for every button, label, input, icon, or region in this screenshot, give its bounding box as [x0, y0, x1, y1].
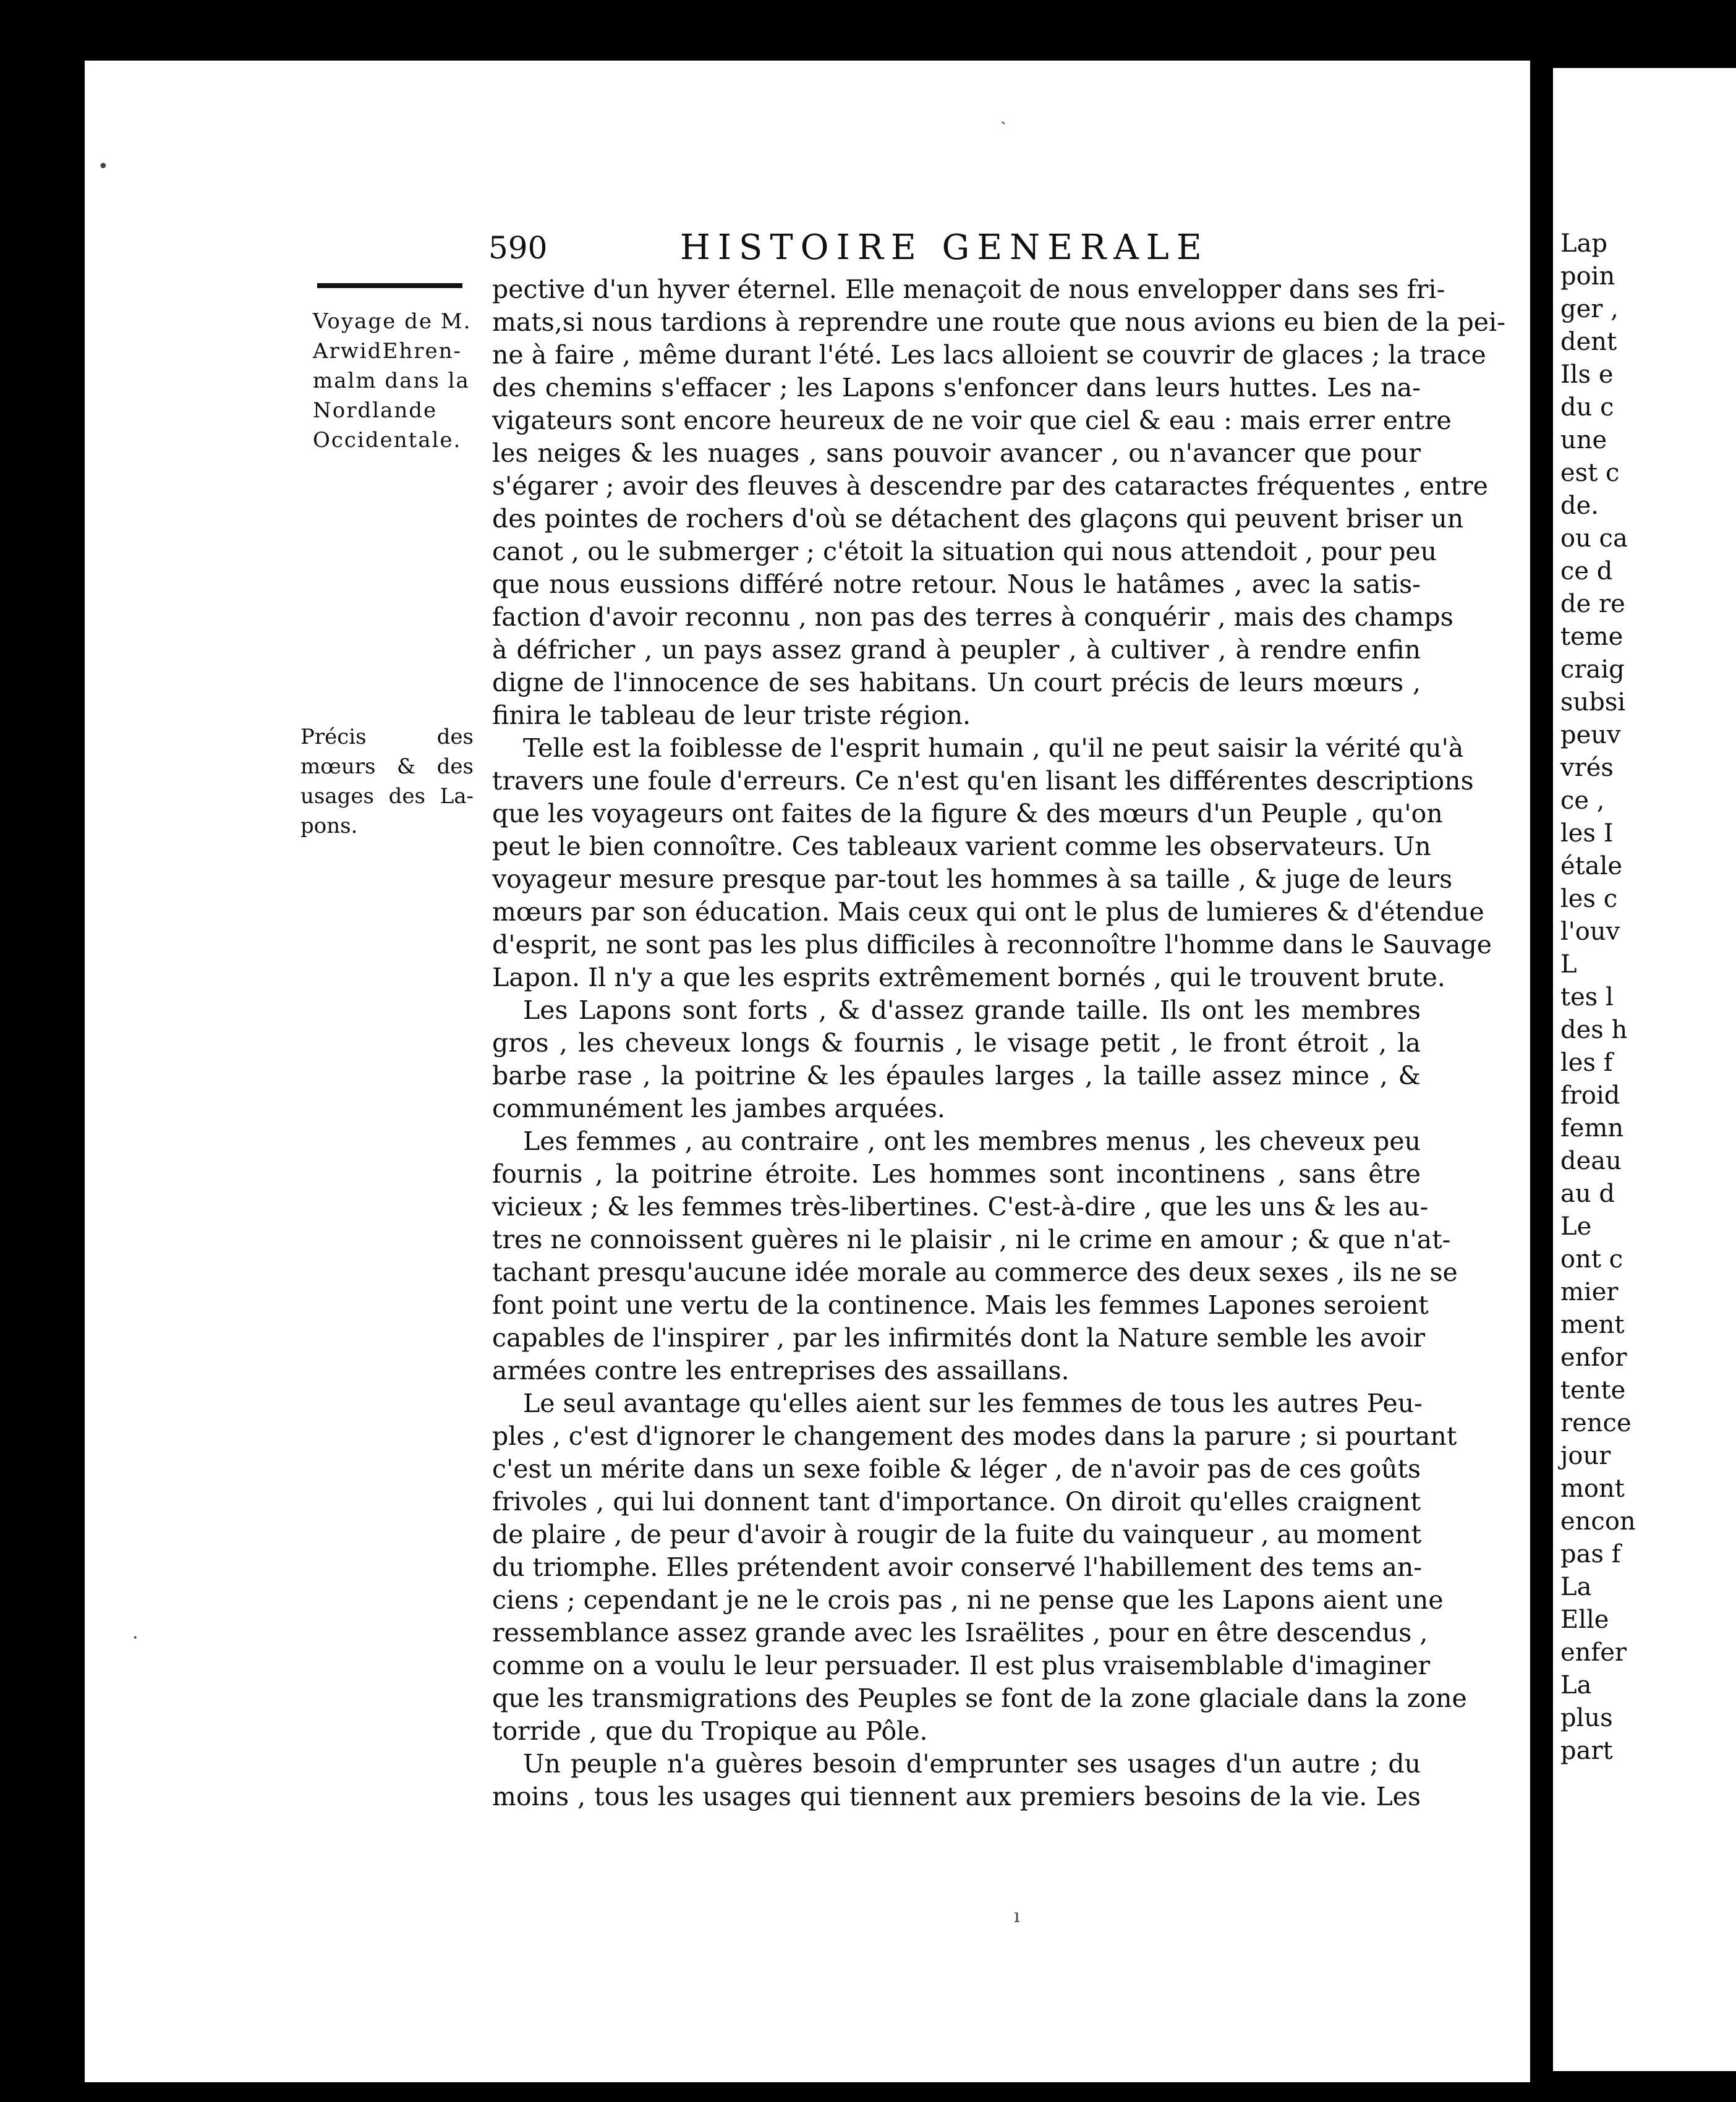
text-line: finira le tableau de leur triste région.: [492, 700, 971, 730]
right-page-line: enfor: [1560, 1343, 1627, 1372]
text-line: que les voyageurs ont faites de la figure & des mœurs d'un Peuple , qu'on: [492, 799, 1443, 828]
text-line: Les femmes , au contraire , ont les membres menus , les cheveux peu: [523, 1126, 1421, 1156]
text-line: Telle est la foiblesse de l'esprit humain , qu'il ne peut saisir la vérité qu'à: [523, 733, 1464, 763]
margin-note-line: mœurs & des: [300, 754, 474, 779]
text-line: d'esprit, ne sont pas les plus difficiles à reconnoître l'homme dans le Sauvage: [492, 930, 1492, 960]
margin-note-line: Précis des: [300, 725, 474, 749]
text-line: ciens ; cependant je ne le crois pas , ni ne pense que les Lapons aient une: [492, 1585, 1444, 1615]
text-line: ples , c'est d'ignorer le changement des modes dans la parure ; si pourtant: [492, 1421, 1457, 1451]
right-page-line: L: [1560, 950, 1577, 979]
text-line: Un peuple n'a guères besoin d'emprunter ses usages d'un autre ; du: [523, 1749, 1421, 1779]
right-page-line: ment: [1560, 1311, 1625, 1339]
right-page-line: mont: [1560, 1474, 1625, 1503]
text-line: ne à faire , même durant l'été. Les lacs alloient se couvrir de glaces ; la trace: [492, 340, 1486, 370]
right-page-line: mier: [1560, 1278, 1619, 1306]
right-page-line: les f: [1560, 1049, 1613, 1077]
right-page-line: les c: [1560, 885, 1618, 913]
text-line: moins , tous les usages qui tiennent aux premiers besoins de la vie. Les: [492, 1782, 1421, 1811]
text-line: que nous eussions différé notre retour. Nous le hatâmes , avec la satis-: [492, 569, 1421, 599]
text-line: peut le bien connoître. Ces tableaux varient comme les observateurs. Un: [492, 832, 1431, 861]
speck-mark: •: [98, 156, 109, 177]
right-page-line: les I: [1560, 819, 1614, 848]
text-line: digne de l'innocence de ses habitans. Un court précis de leurs mœurs ,: [492, 668, 1421, 697]
right-page-line: ger ,: [1560, 295, 1619, 323]
right-page-line: part: [1560, 1737, 1613, 1765]
text-line: voyageur mesure presque par-tout les hommes à sa taille , & juge de leurs: [492, 864, 1453, 894]
running-title: HISTOIRE GENERALE: [680, 228, 1209, 268]
margin-note-line: Occidentale.: [313, 428, 462, 453]
speck-mark: ı: [1014, 1905, 1020, 1927]
right-page-line: poin: [1560, 262, 1615, 291]
text-line: ressemblance assez grande avec les Israëlites , pour en être descendus ,: [492, 1618, 1428, 1648]
text-line: de plaire , de peur d'avoir à rougir de la fuite du vainqueur , au moment: [492, 1520, 1422, 1549]
text-line: s'égarer ; avoir des fleuves à descendre par des cataractes fréquentes , entre: [492, 471, 1488, 501]
text-line: du triomphe. Elles prétendent avoir conservé l'habillement des tems an-: [492, 1552, 1423, 1582]
text-line: les neiges & les nuages , sans pouvoir avancer , ou n'avancer que pour: [492, 438, 1421, 468]
body-text: [492, 273, 1505, 1813]
right-page-line: La: [1560, 1671, 1592, 1700]
text-line: font point une vertu de la continence. Mais les femmes Lapones seroient: [492, 1290, 1429, 1320]
margin-note-line: Voyage de M.: [313, 309, 472, 334]
text-line: mœurs par son éducation. Mais ceux qui ont le plus de lumieres & d'étendue: [492, 897, 1484, 927]
text-line: armées contre les entreprises des assaillans.: [492, 1356, 1070, 1385]
text-line: vicieux ; & les femmes très-libertines. C'est-à-dire , que les uns & les au-: [492, 1192, 1429, 1222]
margin-note-voyage: [313, 307, 471, 455]
right-page-line: rence: [1560, 1409, 1632, 1437]
right-page-line: est c: [1560, 459, 1620, 487]
text-line: canot , ou le submerger ; c'étoit la situation qui nous attendoit , pour peu: [492, 537, 1437, 566]
right-page-line: Elle: [1560, 1606, 1609, 1634]
text-line: c'est un mérite dans un sexe foible & léger , de n'avoir pas de ces goûts: [492, 1454, 1421, 1484]
right-page-line: tente: [1560, 1376, 1626, 1405]
right-page-line: étale: [1560, 852, 1623, 880]
right-page: [1553, 68, 1736, 2071]
right-page-line: Le: [1560, 1212, 1592, 1241]
text-line: travers une foule d'erreurs. Ce n'est qu'en lisant les différentes descriptions: [492, 766, 1474, 796]
right-page-line: ont c: [1560, 1245, 1623, 1274]
margin-note-line: ArwidEhren-: [313, 339, 462, 364]
text-line: tachant presqu'aucune idée morale au commerce des deux sexes , ils ne se: [492, 1257, 1458, 1287]
text-line: Les Lapons sont forts , & d'assez grande taille. Ils ont les membres: [523, 995, 1421, 1025]
right-page-line: femn: [1560, 1114, 1624, 1142]
margin-note-precis: [300, 722, 474, 841]
right-page-line: pas f: [1560, 1540, 1621, 1568]
text-line: torride , que du Tropique au Pôle.: [492, 1716, 928, 1746]
right-page-line: La: [1560, 1573, 1592, 1601]
right-page-line: ce d: [1560, 557, 1613, 585]
right-page-line: ou ca: [1560, 524, 1628, 553]
page-number: 590: [488, 230, 548, 266]
text-line: fournis , la poitrine étroite. Les hommes sont incontinens , sans être: [492, 1159, 1421, 1189]
text-line: mats,si nous tardions à reprendre une route que nous avions eu bien de la pei-: [492, 307, 1505, 337]
right-page-line: dent: [1560, 328, 1617, 356]
right-page-line: craig: [1560, 655, 1625, 684]
text-line: vigateurs sont encore heureux de ne voir que ciel & eau : mais errer entre: [492, 406, 1452, 435]
right-page-line: froid: [1560, 1081, 1620, 1110]
text-line: barbe rase , la poitrine & les épaules larges , la taille assez mince , &: [492, 1061, 1421, 1091]
text-line: communément les jambes arquées.: [492, 1094, 945, 1123]
right-page-line: peuv: [1560, 721, 1621, 749]
right-page-line: teme: [1560, 623, 1623, 651]
margin-note-line: malm dans la: [313, 368, 470, 393]
right-page-line: subsi: [1560, 688, 1626, 717]
speck-mark: ·: [132, 1627, 138, 1649]
right-page-line: l'ouv: [1560, 917, 1620, 946]
right-page-line: du c: [1560, 393, 1614, 422]
text-line: tres ne connoissent guères ni le plaisir , ni le crime en amour ; & que n'at-: [492, 1225, 1451, 1254]
right-page-line: ce ,: [1560, 786, 1605, 815]
right-page-line: encon: [1560, 1507, 1636, 1536]
right-page-line: vrés: [1560, 754, 1614, 782]
margin-note-line: Nordlande: [313, 398, 438, 423]
right-page-line: enfer: [1560, 1638, 1627, 1667]
text-line: gros , les cheveux longs & fournis , le visage petit , le front étroit , la: [492, 1028, 1421, 1058]
text-line: capables de l'inspirer , par les infirmités dont la Nature semble les avoir: [492, 1323, 1426, 1353]
text-line: Lapon. Il n'y a que les esprits extrêmement bornés , qui le trouvent brute.: [492, 963, 1445, 992]
text-line: à défricher , un pays assez grand à peupler , à cultiver , à rendre enfin: [492, 635, 1421, 665]
margin-note-line: usages des La-: [300, 784, 474, 809]
speck-mark: ˎ: [1000, 104, 1006, 126]
right-page-line: une: [1560, 426, 1607, 454]
text-line: comme on a voulu le leur persuader. Il est plus vraisemblable d'imaginer: [492, 1651, 1431, 1680]
right-page-line: jour: [1560, 1442, 1611, 1470]
text-line: Le seul avantage qu'elles aient sur les femmes de tous les autres Peu-: [523, 1389, 1423, 1418]
right-page-line: Ils e: [1560, 360, 1614, 389]
text-line: faction d'avoir reconnu , non pas des terres à conquérir , mais des champs: [492, 602, 1453, 632]
text-line: des pointes de rochers d'où se détachent des glaçons qui peuvent briser un: [492, 504, 1464, 534]
right-page-line: de.: [1560, 491, 1599, 520]
text-line: des chemins s'effacer ; les Lapons s'enfoncer dans leurs huttes. Les na-: [492, 373, 1421, 402]
margin-note-line: pons.: [300, 814, 358, 838]
right-page-line: de re: [1560, 590, 1625, 618]
right-page-line: au d: [1560, 1180, 1615, 1208]
right-page-line: tes l: [1560, 983, 1614, 1011]
header-rule: [317, 283, 462, 288]
text-line: frivoles , qui lui donnent tant d'importance. On diroit qu'elles craignent: [492, 1487, 1421, 1517]
text-line: que les transmigrations des Peuples se font de la zone glaciale dans la zone: [492, 1683, 1467, 1713]
right-page-line: deau: [1560, 1147, 1622, 1175]
text-line: pective d'un hyver éternel. Elle menaçoit de nous envelopper dans ses fri-: [492, 274, 1445, 304]
right-page-line: plus: [1560, 1704, 1613, 1732]
right-page-line: des h: [1560, 1016, 1628, 1044]
right-page-line: Lap: [1560, 229, 1608, 258]
